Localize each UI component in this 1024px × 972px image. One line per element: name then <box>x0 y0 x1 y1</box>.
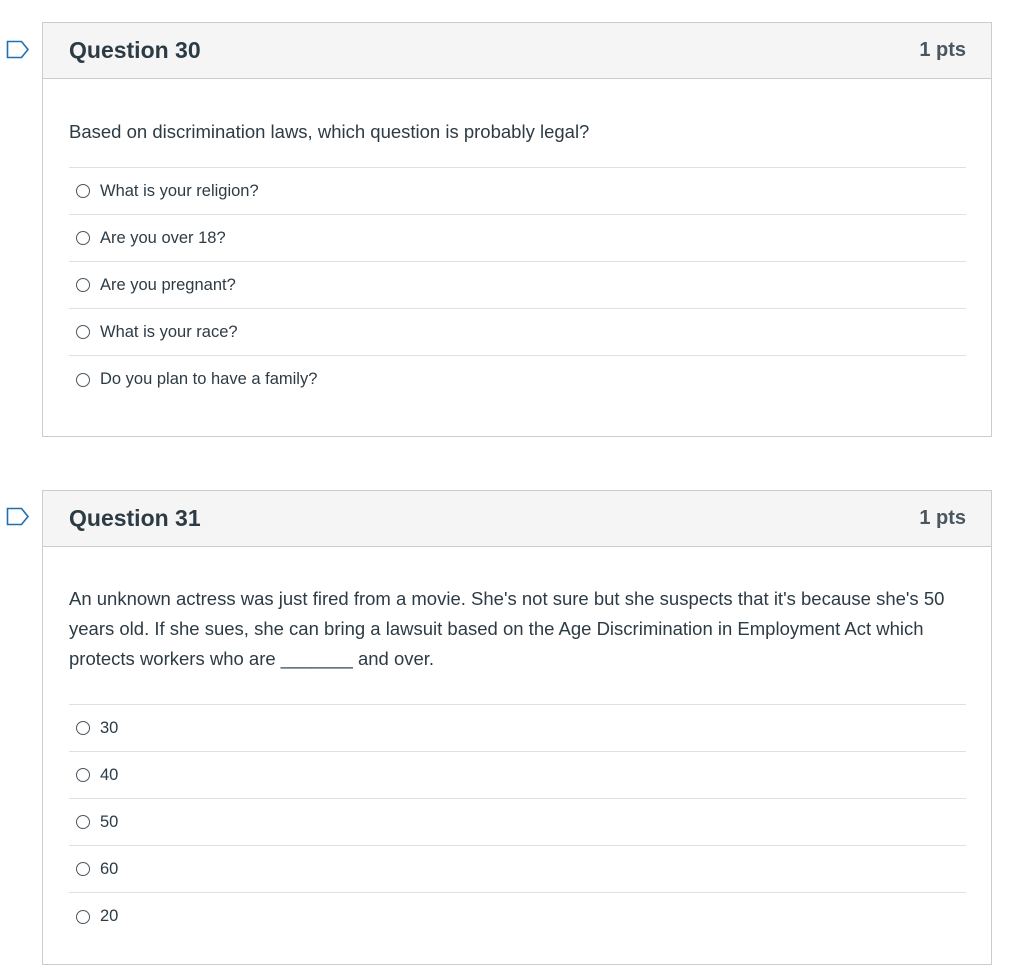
radio-button-icon[interactable] <box>76 184 90 198</box>
radio-button-icon[interactable] <box>76 862 90 876</box>
question-30 <box>42 22 992 437</box>
answer-label: Are you over 18? <box>100 228 226 247</box>
radio-button-icon[interactable] <box>76 325 90 339</box>
radio-button-icon[interactable] <box>76 815 90 829</box>
answer-option[interactable] <box>69 215 966 262</box>
question-points: 1 pts <box>919 507 966 529</box>
answer-option[interactable] <box>69 262 966 309</box>
question-text: Based on discrimination laws, which question is probably legal? <box>69 121 590 142</box>
answer-list <box>69 704 966 940</box>
question-body <box>43 79 991 403</box>
flag-question-icon[interactable] <box>6 507 30 526</box>
answer-label: What is your race? <box>100 322 238 341</box>
answer-option[interactable] <box>69 893 966 940</box>
question-header <box>43 23 991 79</box>
answer-option[interactable] <box>69 168 966 215</box>
answer-option[interactable] <box>69 752 966 799</box>
answer-option[interactable] <box>69 705 966 752</box>
question-title: Question 31 <box>69 505 201 531</box>
answer-label: 60 <box>100 859 119 878</box>
question-title: Question 30 <box>69 37 201 63</box>
question-points: 1 pts <box>919 39 966 61</box>
answer-label: What is your religion? <box>100 181 259 200</box>
question-31 <box>42 490 992 965</box>
radio-button-icon[interactable] <box>76 278 90 292</box>
answer-option[interactable] <box>69 799 966 846</box>
answer-option[interactable] <box>69 356 966 403</box>
radio-button-icon[interactable] <box>76 768 90 782</box>
radio-button-icon[interactable] <box>76 231 90 245</box>
answer-label: 20 <box>100 907 119 925</box>
answer-option[interactable] <box>69 846 966 893</box>
question-text: An unknown actress was just fired from a movie. She's not sure but she suspects that it's because she's 50 years old. If she sues, she can bring a lawsuit based on the Age Discrimination in Employment Act which protects workers who are _______ and over. <box>69 588 945 669</box>
flag-question-icon[interactable] <box>6 40 30 59</box>
question-body <box>43 547 991 940</box>
radio-button-icon[interactable] <box>76 373 90 387</box>
answer-label: 30 <box>100 718 119 737</box>
answer-option[interactable] <box>69 309 966 356</box>
answer-label: 40 <box>100 765 119 784</box>
radio-button-icon[interactable] <box>76 721 90 735</box>
radio-button-icon[interactable] <box>76 910 90 924</box>
answer-list <box>69 167 966 403</box>
answer-label: 50 <box>100 812 119 831</box>
question-header <box>43 491 991 547</box>
answer-label: Do you plan to have a family? <box>100 370 318 388</box>
answer-label: Are you pregnant? <box>100 275 236 294</box>
